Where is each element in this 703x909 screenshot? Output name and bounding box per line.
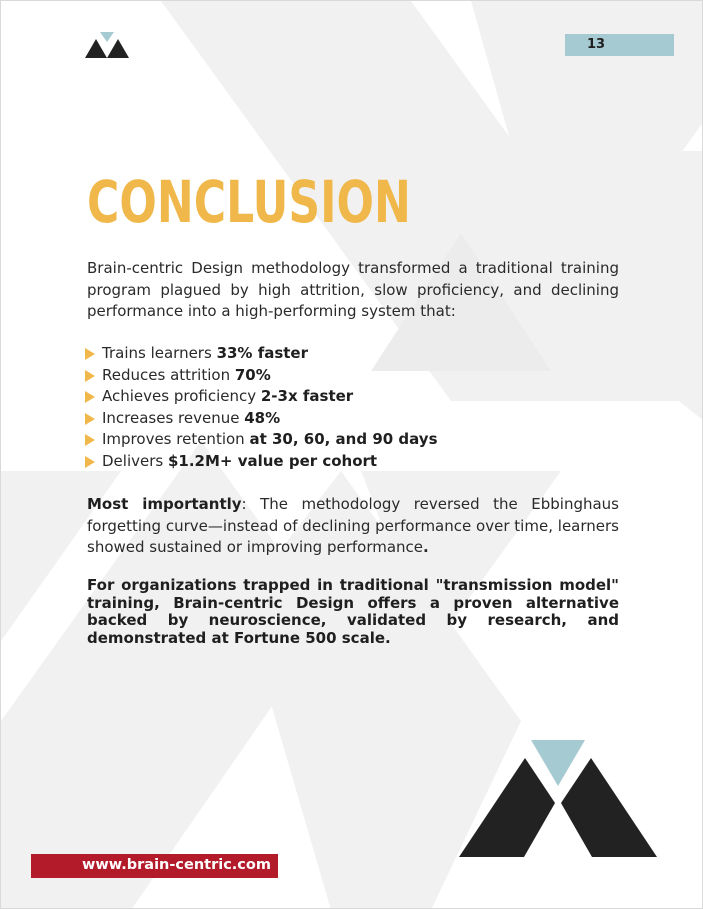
brain-centric-logo-icon — [85, 32, 129, 58]
achievement-highlight: $1.2M+ value per cohort — [167, 451, 378, 470]
page-number-bar — [565, 34, 674, 56]
achievement-text: Improves retention — [102, 430, 250, 449]
key-finding-paragraph — [87, 494, 619, 559]
key-finding-lead: Most importantly — [87, 495, 242, 513]
triangle-bullet-icon — [85, 348, 95, 360]
achievement-highlight: 70% — [234, 365, 271, 384]
achievement-highlight: 48% — [244, 408, 281, 427]
website-bar — [31, 854, 278, 878]
key-finding-body: : The methodology reversed the Ebbinghaus forgetting curve—instead of declining performance over time, learners showed sustained or improving performance — [87, 495, 619, 556]
website-link[interactable]: www.brain-centric.com — [82, 857, 271, 873]
achievement-item — [83, 429, 623, 451]
triangle-bullet-icon — [85, 456, 95, 468]
achievement-text: Delivers — [102, 451, 168, 470]
triangle-bullet-icon — [85, 434, 95, 446]
achievement-item — [83, 451, 623, 473]
achievement-item — [83, 343, 623, 365]
achievement-text: Increases revenue — [102, 408, 245, 427]
page-number: 13 — [587, 37, 606, 52]
triangle-bullet-icon — [85, 370, 95, 382]
achievement-text: Trains learners — [102, 344, 217, 362]
closing-paragraph: For organizations trapped in traditional "transmission model" training, Brain-centric Design offers a proven alternative backed by neuroscience, validated by research, and demonstrated at Fortune 500 scale. — [87, 576, 619, 647]
page-title: CONCLUSION — [87, 168, 411, 236]
achievement-text: Achieves proficiency — [102, 387, 261, 406]
intro-paragraph: Brain-centric Design methodology transformed a traditional training program plagued by high attrition, slow proficiency, and declining performance into a high-performing system that: — [87, 259, 619, 320]
achievement-highlight: at 30, 60, and 90 days — [249, 430, 438, 449]
achievement-item — [83, 408, 623, 430]
achievement-item — [83, 365, 623, 387]
achievement-item — [83, 386, 623, 408]
achievements-list — [83, 343, 623, 473]
brain-centric-logo-large-icon — [459, 740, 657, 857]
key-finding-end: . — [423, 538, 429, 556]
triangle-bullet-icon — [85, 391, 95, 403]
achievement-text: Reduces attrition — [102, 365, 235, 384]
triangle-bullet-icon — [85, 413, 95, 425]
achievement-highlight: 33% faster — [216, 344, 309, 362]
achievement-highlight: 2-3x faster — [260, 387, 354, 406]
